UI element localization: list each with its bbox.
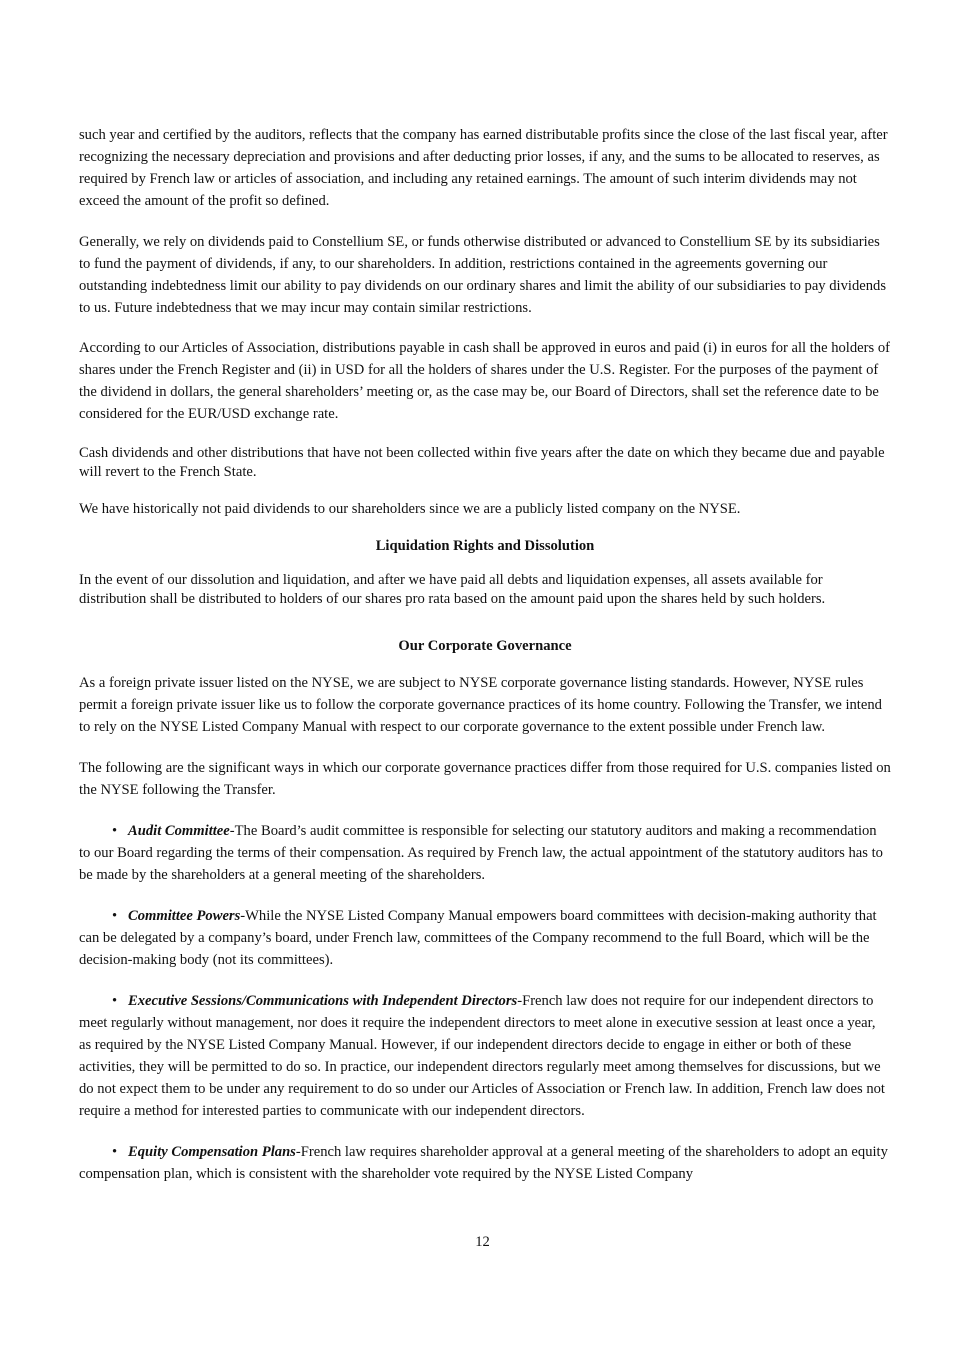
bullet-icon: • [112,908,118,924]
bullet-term: Executive Sessions/Communications with Independent Directors [128,993,518,1009]
bullet-icon: • [112,823,118,839]
bullet-text: -French law does not require for our independent directors to meet regularly without management, nor does it require the independent directors to meet alone in executive session at least once a year, as required by the NYSE Listed Company Manual. However, if our independent directors decide to engage in either or both of these activities, they will be permitted to do so. In practice, our independent directors regularly meet among themselves for discussions, but we do not expect them to be under any requirement to do so under our Articles of Association or French law. In addition, French law does not require a method for interested parties to communicate with our independent directors. [79,993,885,1119]
bullet-term: Equity Compensation Plans [128,1144,296,1160]
bullet-audit-committee [79,820,891,886]
bullet-term: Audit Committee [128,823,230,839]
heading-liquidation-rights: Liquidation Rights and Dissolution [375,538,595,554]
document-page [79,124,891,1185]
paragraph-distribution-currency: According to our Articles of Association, distributions payable in cash shall be approved in euros and paid (i) in euros for all the holders of shares under the French Register and (ii) in USD for all the holders of shares under the U.S. Register. For the purposes of the payment of the dividend in dollars, the general shareholders’ meeting or, as the case may be, our Board of Directors, shall set the reference date to be considered for the EUR/USD exchange rate. [79,340,890,422]
paragraph-governance-differences: The following are the significant ways in which our corporate governance practices differ from those required for U.S. companies listed on the NYSE following the Transfer. [79,760,891,798]
bullet-icon: • [112,1144,118,1160]
paragraph-interim-dividends: such year and certified by the auditors, reflects that the company has earned distributable profits since the close of the last fiscal year, after recognizing the necessary depreciation and provisions and after deducting prior losses, if any, and the sums to be allocated to reserves, as required by French law or articles of association, and including any retained earnings. The amount of such interim dividends may not exceed the amount of the profit so defined. [79,127,888,209]
bullet-committee-powers [79,905,891,971]
page-number: 12 [475,1234,490,1250]
paragraph-uncollected-dividends: Cash dividends and other distributions that have not been collected within five years after the date on which they became due and payable will revert to the French State. [79,445,885,480]
paragraph-foreign-private-issuer: As a foreign private issuer listed on the NYSE, we are subject to NYSE corporate governance listing standards. However, NYSE rules permit a foreign private issuer like us to follow the corporate governance practices of its home country. Following the Transfer, we intend to rely on the NYSE Listed Company Manual with respect to our corporate governance to the extent possible under French law. [79,675,882,735]
bullet-text: -While the NYSE Listed Company Manual empowers board committees with decision-making authority that can be delegated by a company’s board, under French law, committees of the Company recommend to the full Board, which will be the decision-making body (not its committees). [79,908,877,968]
bullet-text: -The Board’s audit committee is responsible for selecting our statutory auditors and making a recommendation to our Board regarding the terms of their compensation. As required by French law, the actual appointment of the statutory auditors has to be made by the shareholders at a general meeting of the shareholders. [79,823,883,883]
paragraph-dividend-funding: Generally, we rely on dividends paid to Constellium SE, or funds otherwise distributed or advanced to Constellium SE by its subsidiaries to fund the payment of dividends, if any, to our shareholders. In addition, restrictions contained in the agreements governing our outstanding indebtedness limit our ability to pay dividends on our ordinary shares and limit the ability of our subsidiaries to pay dividends to us. Future indebtedness that we may incur may contain similar restrictions. [79,234,886,316]
bullet-term: Committee Powers [128,908,241,924]
bullet-icon: • [112,993,118,1009]
bullet-executive-sessions [79,990,891,1122]
heading-corporate-governance: Our Corporate Governance [398,638,572,654]
paragraph-liquidation: In the event of our dissolution and liquidation, and after we have paid all debts and liquidation expenses, all assets available for distribution shall be distributed to holders of our shares pro rata based on the amount paid upon the shares held by such holders. [79,572,826,607]
bullet-text: -French law requires shareholder approval at a general meeting of the shareholders to adopt an equity compensation plan, which is consistent with the shareholder vote required by the NYSE Listed Company [79,1144,888,1182]
paragraph-historical-dividends: We have historically not paid dividends to our shareholders since we are a publicly listed company on the NYSE. [79,501,741,517]
bullet-equity-compensation [79,1141,891,1185]
